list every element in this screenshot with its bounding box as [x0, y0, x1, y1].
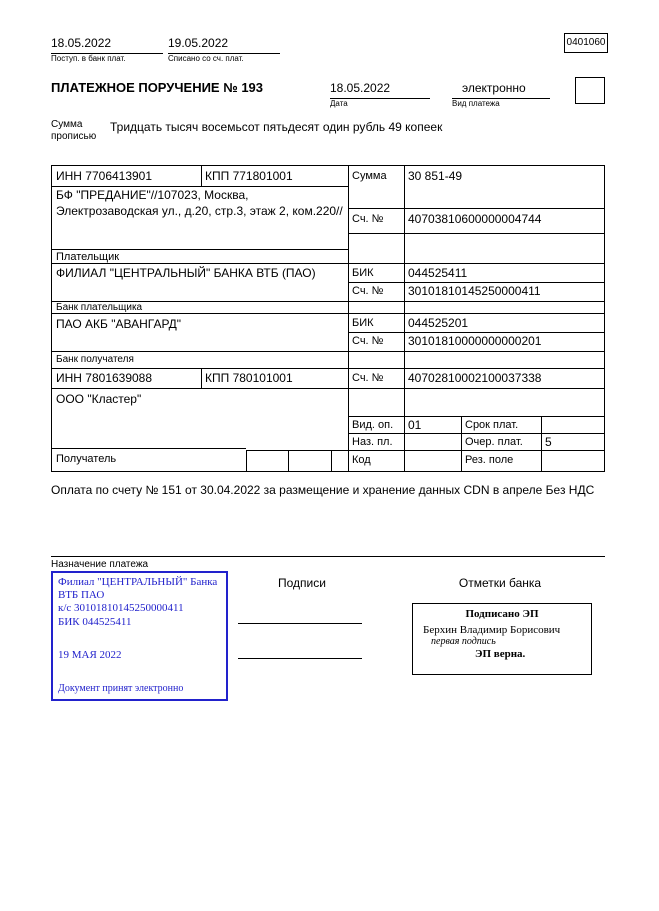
purpose-underline [51, 556, 605, 557]
bank-stamp-line1: Филиал "ЦЕНТРАЛЬНЫЙ" Банка [58, 576, 218, 588]
debited-date-caption: Списано со сч. плат. [168, 53, 244, 63]
table-line [52, 448, 246, 449]
table-line [52, 249, 348, 250]
payer-account: 40703810600000004744 [408, 212, 542, 226]
payment-type-checkbox [575, 77, 605, 104]
table-line [541, 416, 542, 471]
payer-bank-bik: 044525411 [408, 266, 468, 280]
ep-stamp-name: Берхин Владимир Борисович [423, 624, 561, 636]
table-line [404, 166, 405, 471]
payee-name: ООО "Кластер" [56, 392, 142, 406]
bank-stamp-note: Документ принят электронно [58, 683, 184, 694]
bank-stamp-date: 19 МАЯ 2022 [58, 649, 122, 661]
signature-line-1 [238, 623, 362, 624]
debited-date-field [168, 36, 280, 64]
document-date-field [330, 81, 430, 109]
bank-stamp-lines [58, 576, 217, 629]
priority-value: 5 [545, 435, 552, 449]
payer-bank-account: 30101810145250000411 [408, 284, 541, 298]
priority-label: Очер. плат. [465, 436, 523, 448]
signatures-label: Подписи [278, 576, 326, 590]
table-line [246, 450, 247, 471]
payer-bank-name: ФИЛИАЛ "ЦЕНТРАЛЬНЫЙ" БАНКА ВТБ (ПАО) [56, 266, 316, 280]
table-line [201, 368, 202, 388]
payment-purpose-label: Назначение платежа [51, 559, 149, 570]
table-line [348, 282, 604, 283]
op-type-value: 01 [408, 418, 422, 432]
due-label: Срок плат. [465, 419, 519, 431]
payee-kpp: КПП 780101001 [205, 371, 293, 385]
table-line [348, 233, 604, 234]
bank-stamp-line2: ВТБ ПАО [58, 589, 105, 602]
payer-bank-bik-label: БИК [352, 267, 374, 279]
ep-stamp-role: первая подпись [431, 636, 496, 647]
table-line [52, 263, 604, 264]
payer-kpp: КПП 771801001 [205, 169, 293, 183]
bank-acceptance-stamp [51, 571, 228, 701]
payee-bank-name: ПАО АКБ "АВАНГАРД" [56, 317, 182, 331]
sum-value: 30 851-49 [408, 169, 463, 183]
bank-stamp-line4: БИК 044525411 [58, 615, 132, 628]
payee-bank-label: Банк получателя [56, 354, 134, 365]
amount-words-label: Сумма прописью [51, 119, 97, 142]
ep-stamp-title: Подписано ЭП [465, 608, 539, 620]
payer-bank-account-label: Сч. № [352, 285, 384, 297]
payer-name: БФ "ПРЕДАНИЕ"//107023, Москва, Электрозаводская ул., д.20, стр.3, этаж 2, ком.220// [56, 188, 343, 218]
ep-stamp-verdict: ЭП верна. [475, 648, 526, 660]
payee-bank-bik-label: БИК [352, 317, 374, 329]
payer-account-label: Сч. № [352, 213, 384, 225]
received-date-caption: Поступ. в банк плат. [51, 53, 126, 63]
document-title: ПЛАТЕЖНОЕ ПОРУЧЕНИЕ № 193 [51, 80, 264, 95]
payee-label: Получатель [56, 453, 117, 465]
payment-type-value: электронно [452, 81, 550, 99]
document-date-caption: Дата [330, 98, 348, 108]
payment-type-caption: Вид платежа [452, 98, 500, 108]
payee-inn: ИНН 7801639088 [56, 371, 153, 385]
payer-label: Плательщик [56, 251, 120, 263]
document-date-value: 18.05.2022 [330, 81, 430, 99]
table-line [52, 351, 604, 352]
payee-account: 40702810002100037338 [408, 371, 542, 385]
table-line [52, 388, 604, 389]
op-type-label: Вид. оп. [352, 419, 394, 431]
table-line [348, 208, 604, 209]
payer-bank-label: Банк плательщика [56, 302, 143, 313]
payee-account-label: Сч. № [352, 372, 384, 384]
table-line [348, 416, 604, 417]
code-label: Код [352, 454, 371, 466]
electronic-signature-stamp [412, 603, 592, 675]
received-date-value: 18.05.2022 [51, 36, 163, 54]
debited-date-value: 19.05.2022 [168, 36, 280, 54]
reserve-field-label: Рез. поле [465, 454, 514, 466]
table-line [201, 166, 202, 186]
sum-label: Сумма [352, 170, 387, 182]
table-line [331, 450, 332, 471]
table-line [52, 186, 348, 187]
payment-order-table [51, 165, 605, 472]
received-date-field [51, 36, 163, 64]
table-line [348, 166, 349, 471]
table-line [348, 433, 604, 434]
payer-inn: ИНН 7706413901 [56, 169, 153, 183]
bank-marks-label: Отметки банка [458, 576, 542, 590]
form-code-box: 0401060 [564, 33, 608, 53]
payment-type-field [452, 81, 550, 109]
payment-purpose-text: Оплата по счету № 151 от 30.04.2022 за размещение и хранение данных CDN в апреле Без НДС [51, 483, 595, 497]
bank-stamp-line3: к/с 30101810145250000411 [58, 602, 184, 615]
table-line [348, 332, 604, 333]
payee-bank-account-label: Сч. № [352, 335, 384, 347]
purpose-code-label: Наз. пл. [352, 436, 393, 448]
amount-words-value: Тридцать тысяч восемьсот пятьдесят один рубль 49 копеек [110, 120, 443, 134]
table-line [288, 450, 289, 471]
table-line [461, 416, 462, 471]
table-line [52, 368, 604, 369]
payee-bank-account: 30101810000000000201 [408, 334, 542, 348]
payee-bank-bik: 044525201 [408, 316, 469, 330]
signature-line-2 [238, 658, 362, 659]
